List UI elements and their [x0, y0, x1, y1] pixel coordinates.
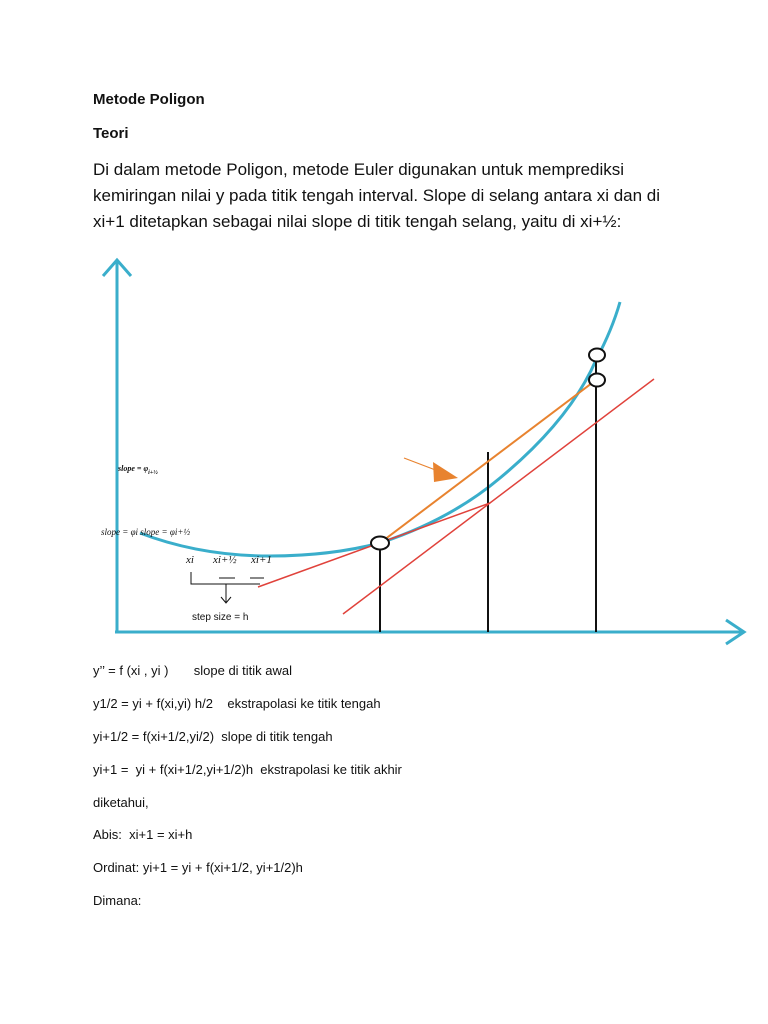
equation-line: y1/2 = yi + f(xi,yi) h/2 ekstrapolasi ke titik tengah [93, 696, 381, 711]
step-size-label: step size = h [192, 612, 249, 623]
orange-pointer-arrowhead [433, 462, 458, 482]
theory-paragraph [93, 157, 693, 235]
polygon-method-diagram [0, 240, 768, 650]
equation-line: Dimana: [93, 893, 142, 908]
point-true-xi1-marker [589, 349, 605, 362]
equation-line: diketahui, [93, 795, 149, 810]
equation-line: yi+1/2 = f(xi+1/2,yi/2) slope di titik tengah [93, 729, 333, 744]
paragraph-line: Di dalam metode Poligon, metode Euler digunakan untuk memprediksi [93, 160, 625, 179]
equation-line: Ordinat: yi+1 = yi + f(xi+1/2, yi+1/2)h [93, 860, 303, 875]
point-estimate-xi1-marker [589, 374, 605, 387]
document-title: Metode Poligon [93, 91, 205, 108]
equation-line: yi+1 = yi + f(xi+1/2,yi+1/2)h ekstrapolasi ke titik akhir [93, 762, 402, 777]
slope-pair-label: slope = φi slope = φi+½ [101, 527, 191, 537]
equation-line: Abis: xi+1 = xi+h [93, 827, 193, 842]
solution-curve [140, 302, 620, 556]
xi-half-label: xi+½ [213, 554, 237, 566]
equation-line: y’’ = f (xi , yi ) slope di titik awal [93, 663, 293, 678]
point-xi-marker [371, 537, 389, 550]
slope-mid-label: slope = $\varphi_{i+\frac{1}{2}}$ [118, 464, 158, 476]
paragraph-line: kemiringan nilai y pada titik tengah interval. Slope di selang antara xi dan di [93, 186, 661, 205]
paragraph-line: xi+1 ditetapkan sebagai nilai slope di titik tengah selang, yaitu di xi+½: [93, 212, 622, 231]
xi1-label: xi+1 [251, 554, 272, 566]
red-line-mid-slope [343, 379, 654, 614]
section-heading: Teori [93, 125, 129, 142]
xi-label: xi [186, 554, 194, 566]
